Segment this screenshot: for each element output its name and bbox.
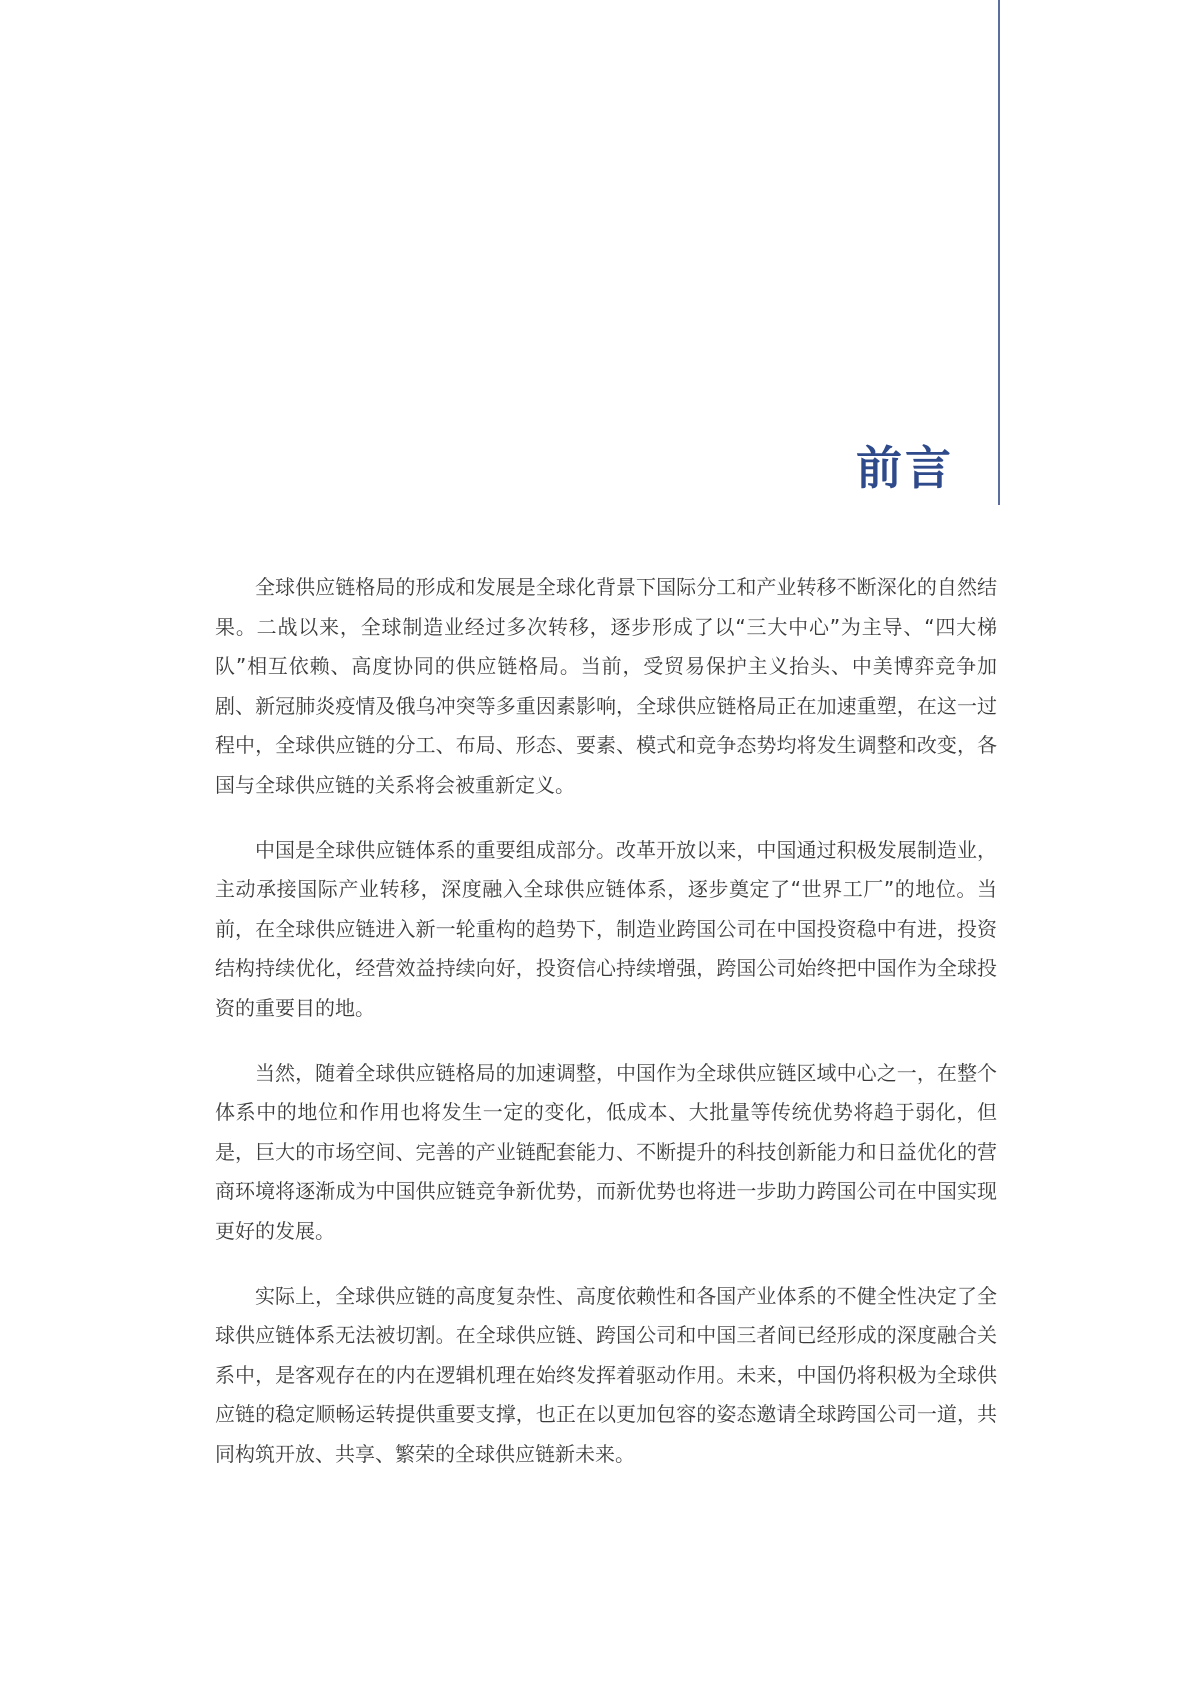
vertical-accent-rule [998, 0, 1000, 505]
page-title: 前言 [856, 441, 954, 495]
paragraph-2: 中国是全球供应链体系的重要组成部分。改革开放以来，中国通过积极发展制造业，主动承接国际产业转移，深度融入全球供应链体系，逐步奠定了“世界工厂”的地位。当前，在全球供应链进入新一轮重构的趋势下，制造业跨国公司在中国投资稳中有进，投资结构持续优化，经营效益持续向好，投资信心持续增强，跨国公司始终把中国作为全球投资的重要目的地。 [215, 837, 997, 1020]
paragraph-4: 实际上，全球供应链的高度复杂性、高度依赖性和各国产业体系的不健全性决定了全球供应链体系无法被切割。在全球供应链、跨国公司和中国三者间已经形成的深度融合关系中，是客观存在的内在逻辑机理在始终发挥着驱动作用。未来，中国仍将积极为全球供应链的稳定顺畅运转提供重要支撑，也正在以更加包容的姿态邀请全球跨国公司一道，共同构筑开放、共享、繁荣的全球供应链新未来。 [215, 1283, 997, 1466]
paragraph-3: 当然，随着全球供应链格局的加速调整，中国作为全球供应链区域中心之一，在整个体系中的地位和作用也将发生一定的变化，低成本、大批量等传统优势将趋于弱化，但是，巨大的市场空间、完善的产业链配套能力、不断提升的科技创新能力和日益优化的营商环境将逐渐成为中国供应链竞争新优势，而新优势也将进一步助力跨国公司在中国实现更好的发展。 [215, 1060, 997, 1243]
body-text [215, 568, 997, 1474]
paragraph-1: 全球供应链格局的形成和发展是全球化背景下国际分工和产业转移不断深化的自然结果。二战以来，全球制造业经过多次转移，逐步形成了以“三大中心”为主导、“四大梯队”相互依赖、高度协同的供应链格局。当前，受贸易保护主义抬头、中美博弈竞争加剧、新冠肺炎疫情及俄乌冲突等多重因素影响，全球供应链格局正在加速重塑，在这一过程中，全球供应链的分工、布局、形态、要素、模式和竞争态势均将发生调整和改变，各国与全球供应链的关系将会被重新定义。 [215, 575, 997, 797]
